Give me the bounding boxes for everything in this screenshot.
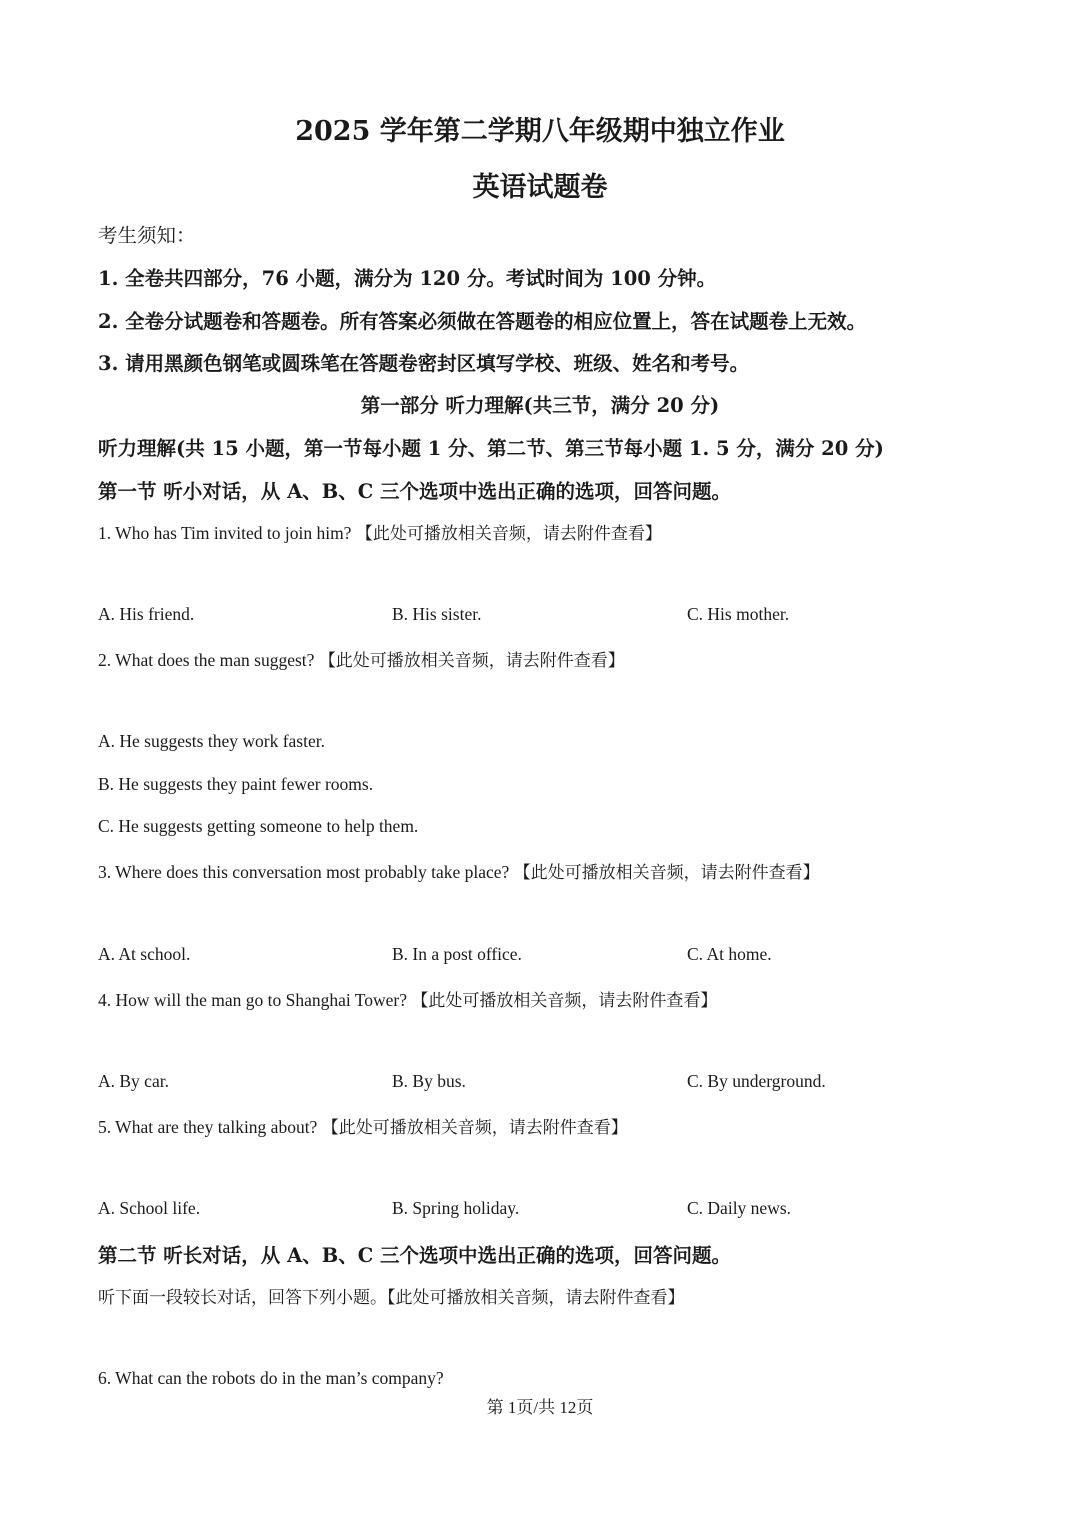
- option-c: C. At home.: [687, 944, 772, 964]
- question-2: [98, 646, 625, 671]
- option-b: B. His sister.: [392, 604, 482, 624]
- audio-note: 【此处可播放相关音频，请去附件查看】: [321, 1118, 628, 1138]
- notice-item: 2. 全卷分试题卷和答题卷。所有答案必须做在答题卷的相应位置上，答在试题卷上无效。: [98, 310, 867, 333]
- question-text: 2. What does the man suggest?: [98, 650, 315, 670]
- notice-heading: 考生须知：: [98, 224, 196, 247]
- option-b: B. He suggests they paint fewer rooms.: [98, 774, 374, 794]
- section2-title: 第二节 听长对话，从 A、B、C 三个选项中选出正确的选项，回答问题。: [98, 1244, 731, 1267]
- section1-title: 第一节 听小对话，从 A、B、C 三个选项中选出正确的选项，回答问题。: [98, 480, 731, 503]
- part1-title: 第一部分 听力理解(共三节，满分 20 分): [360, 394, 720, 417]
- option-c: C. He suggests getting someone to help them.: [98, 816, 419, 836]
- exam-title: 2025 学年第二学期八年级期中独立作业: [295, 116, 785, 147]
- question-4: [98, 986, 717, 1011]
- option-c: C. By underground.: [687, 1071, 826, 1091]
- question-5: [98, 1113, 628, 1138]
- option-a: A. By car.: [98, 1071, 169, 1091]
- question-3: [98, 858, 820, 883]
- question-text: 4. How will the man go to Shanghai Tower?: [98, 990, 408, 1010]
- option-a: A. His friend.: [98, 604, 195, 624]
- page-footer: 第 1页/共 12页: [486, 1398, 594, 1417]
- question-text: 1. Who has Tim invited to join him?: [98, 523, 352, 543]
- option-c: C. Daily news.: [687, 1198, 792, 1218]
- option-a: A. School life.: [98, 1198, 201, 1218]
- audio-note: 【此处可播放相关音频，请去附件查看】: [318, 651, 625, 671]
- option-b: B. Spring holiday.: [392, 1198, 520, 1218]
- notice-item: 1. 全卷共四部分，76 小题，满分为 120 分。考试时间为 100 分钟。: [98, 267, 717, 290]
- section2-intro: 听下面一段较长对话，回答下列小题。【此处可播放相关音频，请去附件查看】: [98, 1288, 685, 1308]
- notice-item: 3. 请用黑颜色钢笔或圆珠笔在答题卷密封区填写学校、班级、姓名和考号。: [98, 352, 750, 375]
- question-1: [98, 519, 662, 544]
- audio-note: 【此处可播放相关音频，请去附件查看】: [513, 863, 820, 883]
- question-text: 5. What are they talking about?: [98, 1117, 318, 1137]
- exam-subtitle: 英语试题卷: [472, 172, 608, 203]
- option-b: B. In a post office.: [392, 944, 522, 964]
- option-b: B. By bus.: [392, 1071, 466, 1091]
- audio-note: 【此处可播放相关音频，请去附件查看】: [411, 991, 718, 1011]
- audio-note: 【此处可播放相关音频，请去附件查看】: [355, 524, 662, 544]
- part1-description: 听力理解(共 15 小题，第一节每小题 1 分、第二节、第三节每小题 1. 5 分，满分 20 分): [98, 437, 884, 460]
- option-c: C. His mother.: [687, 604, 790, 624]
- question-6: 6. What can the robots do in the man’s company?: [98, 1368, 444, 1388]
- option-a: A. At school.: [98, 944, 191, 964]
- question-text: 3. Where does this conversation most probably take place?: [98, 862, 510, 882]
- option-a: A. He suggests they work faster.: [98, 731, 325, 751]
